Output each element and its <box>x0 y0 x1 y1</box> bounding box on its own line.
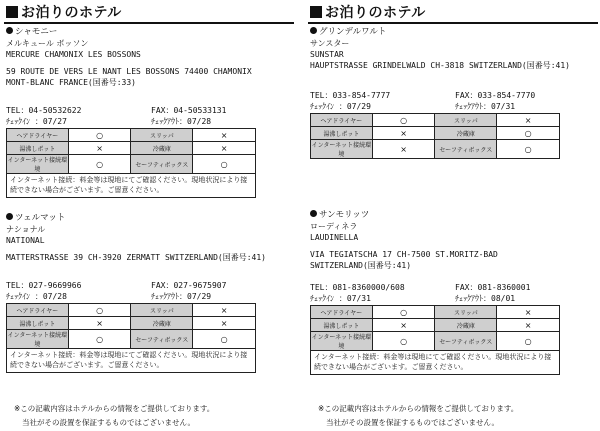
facility-label: セーフティボックス <box>131 155 193 174</box>
facility-value: × <box>193 142 256 155</box>
hotel-name-jp: メルキュール ボッソン <box>6 39 89 48</box>
facility-label: スリッパ <box>131 304 193 317</box>
fax: FAX：081-8360001 <box>455 283 531 292</box>
right-page <box>306 0 598 431</box>
facility-label: スリッパ <box>131 129 193 142</box>
facility-value: ○ <box>68 330 131 349</box>
table-row <box>311 127 560 140</box>
facility-value: × <box>193 304 256 317</box>
checkout: ﾁｪｯｸｱｳﾄ：07/28 <box>151 117 212 126</box>
facility-value: ○ <box>497 127 560 140</box>
disclaimer-line: 当社がその設置を保証するものではございません。 <box>326 418 499 427</box>
table-row <box>7 129 256 142</box>
facility-value: × <box>372 319 435 332</box>
facility-label: インターネット接続環境 <box>311 332 373 351</box>
bullet-icon <box>310 210 317 217</box>
hotel-address: 59 ROUTE DE VERS LE NANT LES BOSSONS 74400 CHAMONIX MONT-BLANC FRANCE(国番号:33) <box>6 67 252 87</box>
tel: TEL：033-854-7777 <box>310 91 391 100</box>
table-row <box>311 114 560 127</box>
region: サンモリッツ <box>310 210 596 221</box>
fax: FAX：033-854-7770 <box>455 91 536 100</box>
fax: FAX：04-50533131 <box>151 106 227 115</box>
facility-value: × <box>497 319 560 332</box>
facility-value: ○ <box>68 304 131 317</box>
checkout: ﾁｪｯｸｱｳﾄ：08/01 <box>455 294 516 303</box>
facility-label: 湯沸しポット <box>7 142 69 155</box>
contact-row <box>310 282 596 293</box>
facilities-table <box>6 128 256 174</box>
disclaimer-line: 当社がその設置を保証するものではございません。 <box>22 418 195 427</box>
fax: FAX：027-9675907 <box>151 281 227 290</box>
table-row <box>7 142 256 155</box>
facility-label: 冷蔵庫 <box>435 127 497 140</box>
bullet-icon <box>6 213 13 220</box>
facility-value: × <box>193 317 256 330</box>
internet-note: インターネット接続：料金等は現地にてご確認ください。現地状況により接続できない場合がございます。ご留意ください。 <box>310 351 560 375</box>
hotel-name-jp: ナショナル <box>6 225 46 234</box>
checkout: ﾁｪｯｸｱｳﾄ：07/29 <box>151 292 212 301</box>
facility-label: スリッパ <box>435 114 497 127</box>
facility-value: ○ <box>193 330 256 349</box>
region: ツェルマット <box>6 213 292 224</box>
check-row <box>310 293 596 304</box>
check-row <box>6 116 292 127</box>
facility-label: 冷蔵庫 <box>435 319 497 332</box>
contact-row <box>310 90 596 101</box>
table-row <box>311 140 560 159</box>
bullet-icon <box>310 27 317 34</box>
facility-label: インターネット接続環境 <box>7 155 69 174</box>
facility-label: インターネット接続環境 <box>7 330 69 349</box>
region: グリンデルワルト <box>310 27 596 38</box>
bullet-icon <box>6 27 13 34</box>
table-row <box>311 306 560 319</box>
internet-note: インターネット接続：料金等は現地にてご確認ください。現地状況により接続できない場合がございます。ご留意ください。 <box>6 174 256 198</box>
left-page <box>2 0 294 431</box>
facility-value: ○ <box>372 332 435 351</box>
region: シャモニー <box>6 27 292 38</box>
facilities-table <box>310 113 560 159</box>
tel: TEL：081-8360000/608 <box>310 283 405 292</box>
facility-label: ヘアドライヤー <box>7 304 69 317</box>
facility-value: × <box>372 140 435 159</box>
contact-row <box>6 105 292 116</box>
facility-label: インターネット接続環境 <box>311 140 373 159</box>
facility-label: 湯沸しポット <box>311 127 373 140</box>
title-rule <box>308 22 598 24</box>
hotel-address: MATTERSTRASSE 39 CH-3920 ZERMATT SWITZERLAND(国番号:41) <box>6 253 267 262</box>
hotel-name-en: MERCURE CHAMONIX LES BOSSONS <box>6 50 141 59</box>
facility-value: ○ <box>68 129 131 142</box>
title-rule <box>4 22 294 24</box>
facility-label: ヘアドライヤー <box>7 129 69 142</box>
tel: TEL：04-50532622 <box>6 106 82 115</box>
hotel-name-en: SUNSTAR <box>310 50 344 59</box>
facility-value: × <box>497 306 560 319</box>
page-title: お泊りのホテル <box>310 2 426 22</box>
facility-label: ヘアドライヤー <box>311 306 373 319</box>
facility-label: スリッパ <box>435 306 497 319</box>
checkout: ﾁｪｯｸｱｳﾄ：07/31 <box>455 102 516 111</box>
table-row <box>7 155 256 174</box>
square-bullet-icon <box>6 6 18 18</box>
hotel-entry <box>310 27 596 159</box>
contact-row <box>6 280 292 291</box>
facility-value: ○ <box>372 114 435 127</box>
hotel-entry <box>6 213 292 373</box>
hotel-entry <box>6 27 292 198</box>
disclaimer-line: ※この記載内容はホテルからの情報をご提供しております。 <box>318 404 519 413</box>
table-row <box>7 317 256 330</box>
facility-label: ヘアドライヤー <box>311 114 373 127</box>
facility-value: × <box>68 317 131 330</box>
hotel-name-en: NATIONAL <box>6 236 45 245</box>
hotel-name-en: LAUDINELLA <box>310 233 359 242</box>
table-row <box>7 330 256 349</box>
checkin: ﾁｪｯｸｲﾝ ：07/27 <box>6 117 67 126</box>
check-row <box>6 291 292 302</box>
facility-label: 湯沸しポット <box>7 317 69 330</box>
facility-value: ○ <box>497 140 560 159</box>
facility-value: ○ <box>497 332 560 351</box>
facilities-table <box>310 305 560 351</box>
disclaimer-line: ※この記載内容はホテルからの情報をご提供しております。 <box>14 404 215 413</box>
table-row <box>311 319 560 332</box>
hotel-address: VIA TEGIATSCHA 17 CH-7500 ST.MORITZ-BAD SWITZERLAND(国番号:41) <box>310 250 498 270</box>
checkin: ﾁｪｯｸｲﾝ ：07/28 <box>6 292 67 301</box>
hotel-entry <box>310 210 596 375</box>
table-row <box>311 332 560 351</box>
hotel-address: HAUPTSTRASSE GRINDELWALD CH-3818 SWITZERLAND(国番号:41) <box>310 61 571 70</box>
facilities-table <box>6 303 256 349</box>
tel: TEL：027-9669966 <box>6 281 82 290</box>
facility-value: × <box>193 129 256 142</box>
check-row <box>310 101 596 112</box>
square-bullet-icon <box>310 6 322 18</box>
hotel-name-jp: ローディネラ <box>310 222 358 231</box>
facility-label: セーフティボックス <box>131 330 193 349</box>
internet-note: インターネット接続：料金等は現地にてご確認ください。現地状況により接続できない場合がございます。ご留意ください。 <box>6 349 256 373</box>
disclaimer <box>14 402 214 430</box>
facility-value: × <box>372 127 435 140</box>
facility-value: ○ <box>68 155 131 174</box>
facility-value: × <box>68 142 131 155</box>
disclaimer <box>318 402 518 430</box>
facility-label: 冷蔵庫 <box>131 317 193 330</box>
facility-value: ○ <box>193 155 256 174</box>
facility-label: セーフティボックス <box>435 332 497 351</box>
checkin: ﾁｪｯｸｲﾝ ：07/29 <box>310 102 371 111</box>
page-title: お泊りのホテル <box>6 2 122 22</box>
facility-label: セーフティボックス <box>435 140 497 159</box>
checkin: ﾁｪｯｸｲﾝ ：07/31 <box>310 294 371 303</box>
facility-label: 冷蔵庫 <box>131 142 193 155</box>
table-row <box>7 304 256 317</box>
hotel-name-jp: サンスター <box>310 39 350 48</box>
facility-value: ○ <box>372 306 435 319</box>
facility-label: 湯沸しポット <box>311 319 373 332</box>
facility-value: × <box>497 114 560 127</box>
